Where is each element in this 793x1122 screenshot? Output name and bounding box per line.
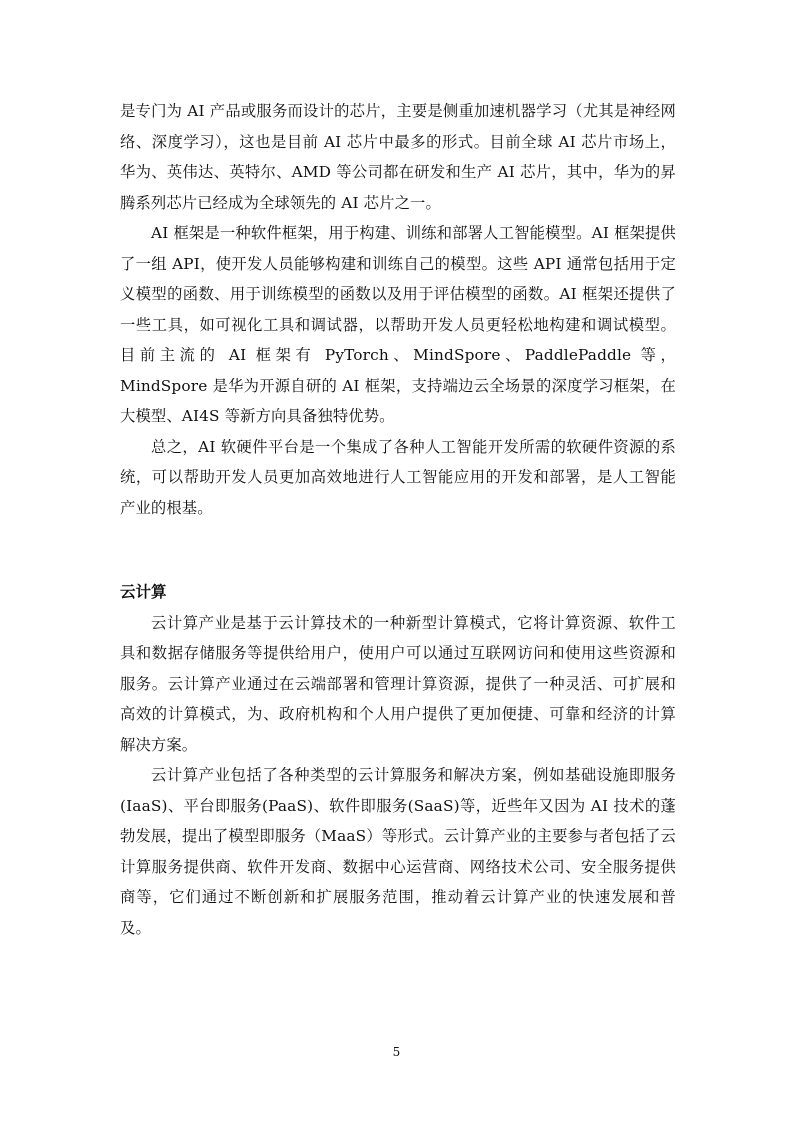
page-number: 5: [392, 1045, 401, 1059]
paragraph-ai-framework: AI 框架是一种软件框架，用于构建、训练和部署人工智能模型。AI 框架提供了一组 API，使开发人员能够构建和训练自己的模型。这些 API 通常包括用于定义模型的函数、用于训练模型的函数以及用于评估模型的函数。AI 框架还提供了一些工具，如可视化工具和调试器，以帮助开发人员更轻松地构建和调试模型。目前主流的 AI 框架有 PyTorch、MindSpore、PaddlePaddle 等，MindSpore 是华为开源自研的 AI 框架，支持端边云全场景的深度学习框架，在大模型、AI4S 等新方向具备独特优势。: [120, 224, 676, 425]
paragraph-cloud-industry-definition: 云计算产业是基于云计算技术的一种新型计算模式，它将计算资源、软件工具和数据存储服务等提供给用户，使用户可以通过互联网访问和使用这些资源和服务。云计算产业通过在云端部署和管理计算资源，提供了一种灵活、可扩展和高效的计算模式，为、政府机构和个人用户提供了更加便捷、可靠和经济的计算解决方案。: [120, 613, 676, 754]
document-page: [120, 96, 676, 943]
paragraph-ai-platform-summary: 总之，AI 软硬件平台是一个集成了各种人工智能开发所需的软硬件资源的系统，可以帮助开发人员更加高效地进行人工智能应用的开发和部署，是人工智能产业的根基。: [120, 437, 676, 517]
paragraph-cloud-industry-services: 云计算产业包括了各种类型的云计算服务和解决方案，例如基础设施即服务(IaaS)、平台即服务(PaaS)、软件即服务(SaaS)等，近些年又因为 AI 技术的蓬勃发展，提出了模型即服务（MaaS）等形式。云计算产业的主要参与者包括了云计算服务提供商、软件开发商、数据中心运营商、网络技术公司、安全服务提供商等，它们通过不断创新和扩展服务范围，推动着云计算产业的快速发展和普及。: [120, 766, 676, 937]
paragraph-ai-chip-continued: 是专门为 AI 产品或服务而设计的芯片，主要是侧重加速机器学习（尤其是神经网络、深度学习），这也是目前 AI 芯片中最多的形式。目前全球 AI 芯片市场上，华为、英伟达、英特尔、AMD 等公司都在研发和生产 AI 芯片，其中，华为的昇腾系列芯片已经成为全球领先的 AI 芯片之一。: [120, 102, 676, 212]
section-heading-cloud-computing: 云计算: [120, 583, 167, 601]
